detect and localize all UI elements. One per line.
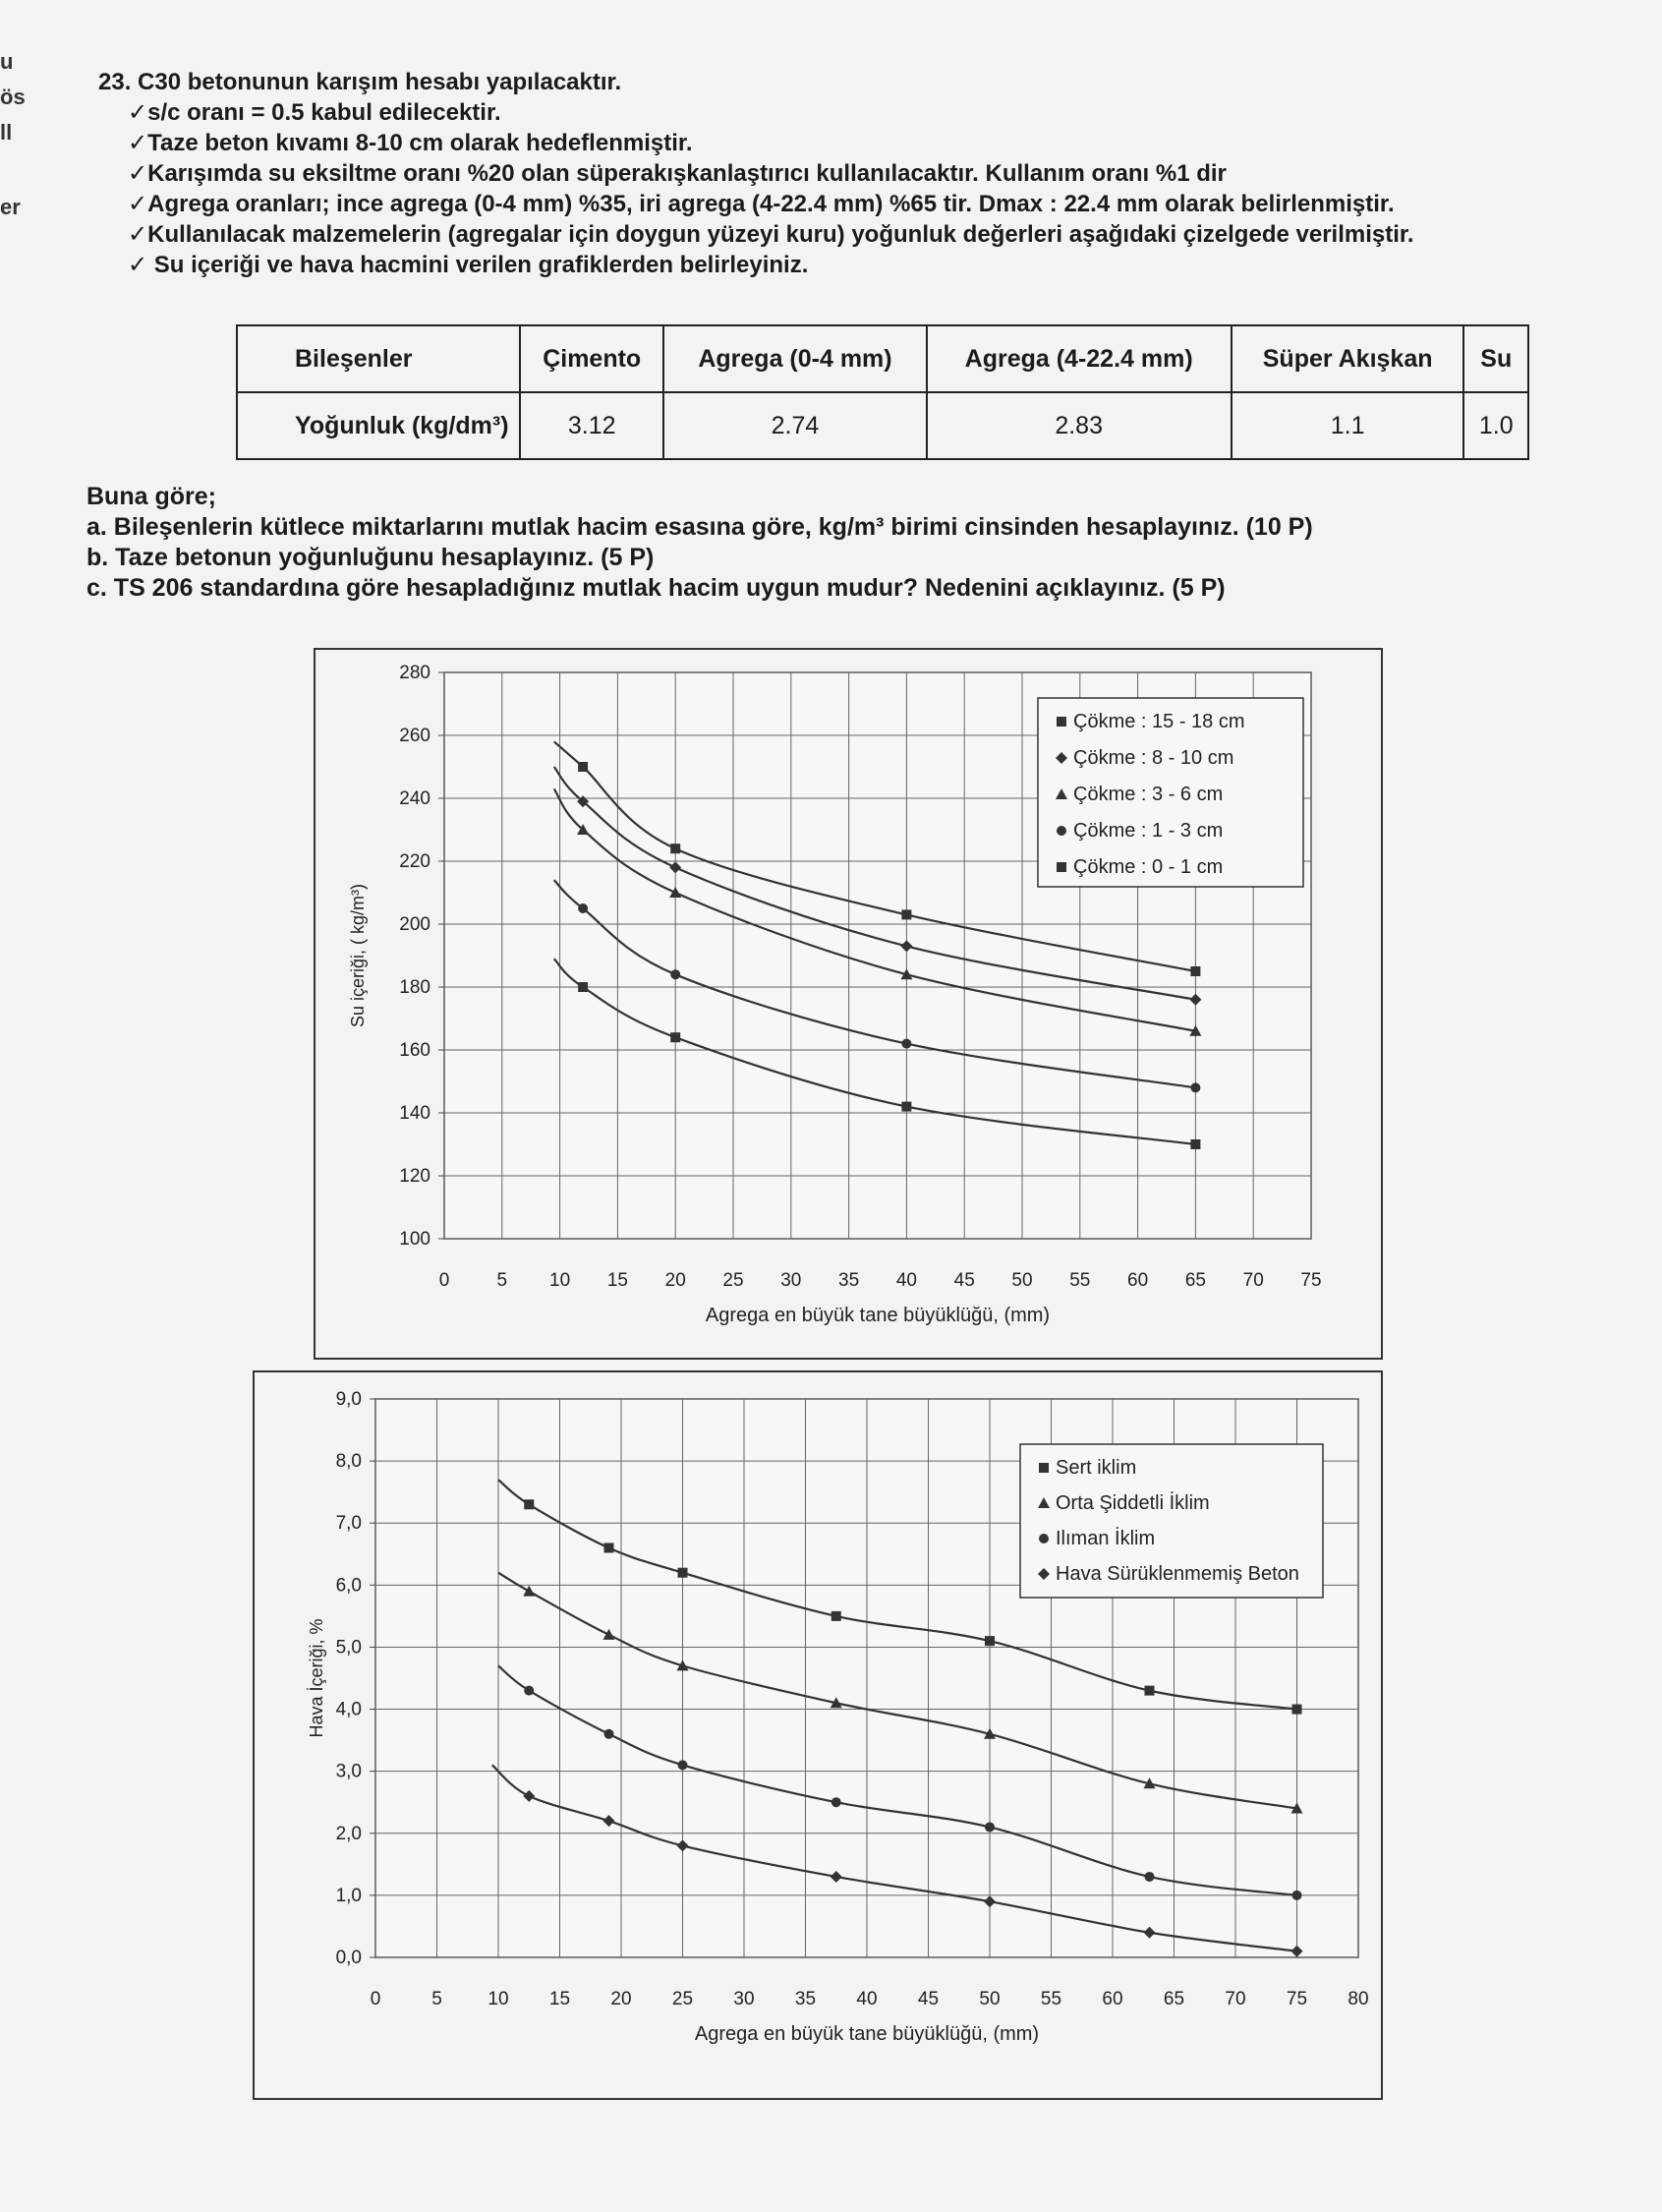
x-tick-label: 35 bbox=[794, 1989, 817, 2009]
y-axis-label: Su içeriği, ( kg/m³) bbox=[348, 883, 368, 1028]
page-margin-fragments bbox=[0, 49, 29, 230]
data-point-marker bbox=[1057, 826, 1066, 836]
x-tick-label: 60 bbox=[1127, 1270, 1149, 1291]
question-condition: ✓Kullanılacak malzemelerin (agregalar için doygun yüzeyi kuru) yoğunluk değerleri aşağıdaki çizelgede verilmiştir. bbox=[128, 221, 1414, 248]
data-point-marker bbox=[604, 1729, 614, 1739]
legend-label: Orta Şiddetli İklim bbox=[1056, 1492, 1210, 1514]
data-point-marker bbox=[670, 969, 680, 979]
data-point-marker bbox=[670, 844, 680, 853]
table-row-label: Yoğunluk (kg/dm³) bbox=[237, 392, 520, 459]
y-tick-label: 280 bbox=[399, 663, 430, 683]
x-tick-label: 75 bbox=[1300, 1270, 1322, 1291]
question-condition: ✓Agrega oranları; ince agrega (0-4 mm) %35, iri agrega (4-22.4 mm) %65 tir. Dmax : 22.4 mm olarak belirlenmiştir. bbox=[128, 191, 1395, 217]
x-tick-label: 20 bbox=[610, 1989, 632, 2009]
x-tick-label: 55 bbox=[1069, 1270, 1091, 1291]
margin-fragment: er bbox=[0, 195, 21, 219]
y-tick-label: 0,0 bbox=[335, 1948, 362, 1968]
y-tick-label: 160 bbox=[399, 1040, 430, 1061]
x-tick-label: 20 bbox=[664, 1270, 686, 1291]
answer-item: b. Taze betonun yoğunluğunu hesaplayınız. (5 P) bbox=[86, 544, 655, 571]
data-point-marker bbox=[901, 1102, 911, 1112]
y-tick-label: 6,0 bbox=[335, 1575, 362, 1597]
y-axis-label: Hava İçeriği, % bbox=[307, 1618, 326, 1738]
x-tick-label: 40 bbox=[856, 1989, 878, 2009]
legend-label: Çökme : 15 - 18 cm bbox=[1073, 711, 1245, 732]
x-tick-label: 45 bbox=[953, 1270, 975, 1291]
data-point-marker bbox=[1145, 1686, 1155, 1696]
data-point-marker bbox=[1039, 1534, 1049, 1543]
x-tick-label: 10 bbox=[549, 1270, 571, 1291]
water-content-chart bbox=[315, 649, 1384, 1361]
data-point-marker bbox=[831, 1797, 841, 1807]
question-condition: ✓s/c oranı = 0.5 kabul edilecektir. bbox=[128, 99, 501, 126]
data-point-marker bbox=[1292, 1705, 1302, 1715]
table-header-cell: Bileşenler bbox=[237, 325, 520, 392]
data-point-marker bbox=[670, 1032, 680, 1042]
margin-fragment: u bbox=[0, 49, 14, 74]
x-tick-label: 75 bbox=[1286, 1989, 1308, 2009]
data-point-marker bbox=[1292, 1891, 1302, 1900]
legend-label: Hava Sürüklenmemiş Beton bbox=[1056, 1563, 1299, 1585]
data-point-marker bbox=[985, 1636, 995, 1646]
legend-label: Ilıman İklim bbox=[1056, 1528, 1156, 1549]
y-tick-label: 7,0 bbox=[335, 1513, 362, 1535]
legend-label: Sert iklim bbox=[1056, 1457, 1137, 1479]
x-tick-label: 5 bbox=[496, 1270, 508, 1291]
table-header-row bbox=[237, 325, 1528, 392]
y-tick-label: 140 bbox=[399, 1103, 430, 1124]
data-point-marker bbox=[604, 1543, 614, 1552]
x-tick-label: 0 bbox=[370, 1989, 381, 2009]
table-header-cell: Çimento bbox=[520, 325, 663, 392]
x-tick-label: 65 bbox=[1163, 1989, 1185, 2009]
data-point-marker bbox=[578, 762, 588, 772]
table-header-cell: Agrega (0-4 mm) bbox=[663, 325, 926, 392]
y-tick-label: 180 bbox=[399, 977, 430, 998]
question-title: 23. C30 betonunun karışım hesabı yapılacaktır. bbox=[98, 69, 622, 95]
x-tick-label: 70 bbox=[1242, 1270, 1264, 1291]
density-table bbox=[236, 324, 1529, 460]
x-tick-label: 60 bbox=[1102, 1989, 1123, 2009]
table-header-cell: Süper Akışkan bbox=[1232, 325, 1464, 392]
x-tick-label: 35 bbox=[838, 1270, 860, 1291]
legend-label: Çökme : 8 - 10 cm bbox=[1073, 747, 1234, 769]
x-tick-label: 15 bbox=[548, 1989, 571, 2009]
answer-item: c. TS 206 standardına göre hesapladığınız mutlak hacim uygun mudur? Nedenini açıklayınız. (5 P) bbox=[86, 574, 1226, 602]
table-cell: 3.12 bbox=[520, 392, 663, 459]
margin-fragment: ös bbox=[0, 85, 26, 109]
x-tick-label: 45 bbox=[917, 1989, 940, 2009]
x-tick-label: 30 bbox=[780, 1270, 802, 1291]
question-condition: ✓Karışımda su eksiltme oranı %20 olan süperakışkanlaştırıcı kullanılacaktır. Kullanım oranı %1 dir bbox=[128, 160, 1227, 187]
answers-block bbox=[86, 482, 1620, 604]
y-tick-label: 260 bbox=[399, 726, 430, 746]
y-tick-label: 9,0 bbox=[335, 1389, 362, 1410]
question-condition: ✓ Su içeriği ve hava hacmini verilen grafiklerden belirleyiniz. bbox=[128, 252, 809, 278]
y-tick-label: 8,0 bbox=[335, 1451, 362, 1473]
table-header-cell: Su bbox=[1463, 325, 1528, 392]
data-point-marker bbox=[578, 982, 588, 992]
x-tick-label: 15 bbox=[606, 1270, 628, 1291]
x-tick-label: 10 bbox=[487, 1989, 509, 2009]
x-tick-label: 40 bbox=[895, 1270, 917, 1291]
y-tick-label: 1,0 bbox=[335, 1885, 362, 1906]
x-tick-label: 50 bbox=[979, 1989, 1001, 2009]
y-tick-label: 100 bbox=[399, 1229, 430, 1250]
data-point-marker bbox=[1039, 1463, 1049, 1473]
x-tick-label: 80 bbox=[1347, 1989, 1369, 2009]
x-tick-label: 25 bbox=[671, 1989, 694, 2009]
y-tick-label: 120 bbox=[399, 1166, 430, 1187]
x-tick-label: 5 bbox=[431, 1989, 442, 2009]
answers-intro: Buna göre; bbox=[86, 483, 216, 510]
air-content-chart bbox=[254, 1371, 1384, 2101]
table-header-cell: Agrega (4-22.4 mm) bbox=[927, 325, 1232, 392]
data-point-marker bbox=[1190, 966, 1200, 976]
x-tick-label: 25 bbox=[722, 1270, 744, 1291]
table-cell: 2.74 bbox=[663, 392, 926, 459]
data-point-marker bbox=[1057, 862, 1066, 872]
data-point-marker bbox=[524, 1686, 534, 1696]
data-point-marker bbox=[985, 1822, 995, 1832]
question-block bbox=[98, 67, 1651, 280]
x-tick-label: 70 bbox=[1225, 1989, 1246, 2009]
legend-label: Çökme : 1 - 3 cm bbox=[1073, 820, 1224, 842]
y-tick-label: 2,0 bbox=[335, 1823, 362, 1844]
y-tick-label: 200 bbox=[399, 914, 430, 935]
margin-fragment: ll bbox=[0, 120, 13, 145]
y-tick-label: 220 bbox=[399, 851, 430, 872]
data-point-marker bbox=[901, 1039, 911, 1049]
table-cell: 2.83 bbox=[927, 392, 1232, 459]
data-point-marker bbox=[678, 1760, 688, 1770]
table-cell: 1.1 bbox=[1232, 392, 1464, 459]
data-point-marker bbox=[678, 1568, 688, 1578]
y-tick-label: 240 bbox=[399, 788, 430, 809]
x-tick-label: 65 bbox=[1184, 1270, 1206, 1291]
x-tick-label: 55 bbox=[1040, 1989, 1062, 2009]
data-point-marker bbox=[1190, 1082, 1200, 1092]
y-tick-label: 4,0 bbox=[335, 1699, 362, 1720]
answer-item: a. Bileşenlerin kütlece miktarlarını mutlak hacim esasına göre, kg/m³ birimi cinsinden hesaplayınız. (10 P) bbox=[86, 513, 1313, 541]
data-point-marker bbox=[901, 909, 911, 919]
data-point-marker bbox=[578, 903, 588, 913]
y-tick-label: 5,0 bbox=[335, 1637, 362, 1659]
legend-label: Çökme : 3 - 6 cm bbox=[1073, 784, 1224, 805]
x-axis-label: Agrega en büyük tane büyüklüğü, (mm) bbox=[694, 2023, 1040, 2045]
x-tick-label: 30 bbox=[733, 1989, 755, 2009]
table-cell: 1.0 bbox=[1463, 392, 1528, 459]
data-point-marker bbox=[1190, 1139, 1200, 1149]
y-tick-label: 3,0 bbox=[335, 1761, 362, 1782]
data-point-marker bbox=[1057, 717, 1066, 727]
data-point-marker bbox=[1145, 1872, 1155, 1882]
x-tick-label: 0 bbox=[438, 1270, 450, 1291]
x-axis-label: Agrega en büyük tane büyüklüğü, (mm) bbox=[705, 1305, 1051, 1326]
table-row bbox=[237, 392, 1528, 459]
question-condition: ✓Taze beton kıvamı 8-10 cm olarak hedeflenmiştir. bbox=[128, 130, 693, 156]
data-point-marker bbox=[831, 1611, 841, 1621]
x-tick-label: 50 bbox=[1011, 1270, 1033, 1291]
data-point-marker bbox=[524, 1499, 534, 1509]
legend-label: Çökme : 0 - 1 cm bbox=[1073, 856, 1224, 878]
